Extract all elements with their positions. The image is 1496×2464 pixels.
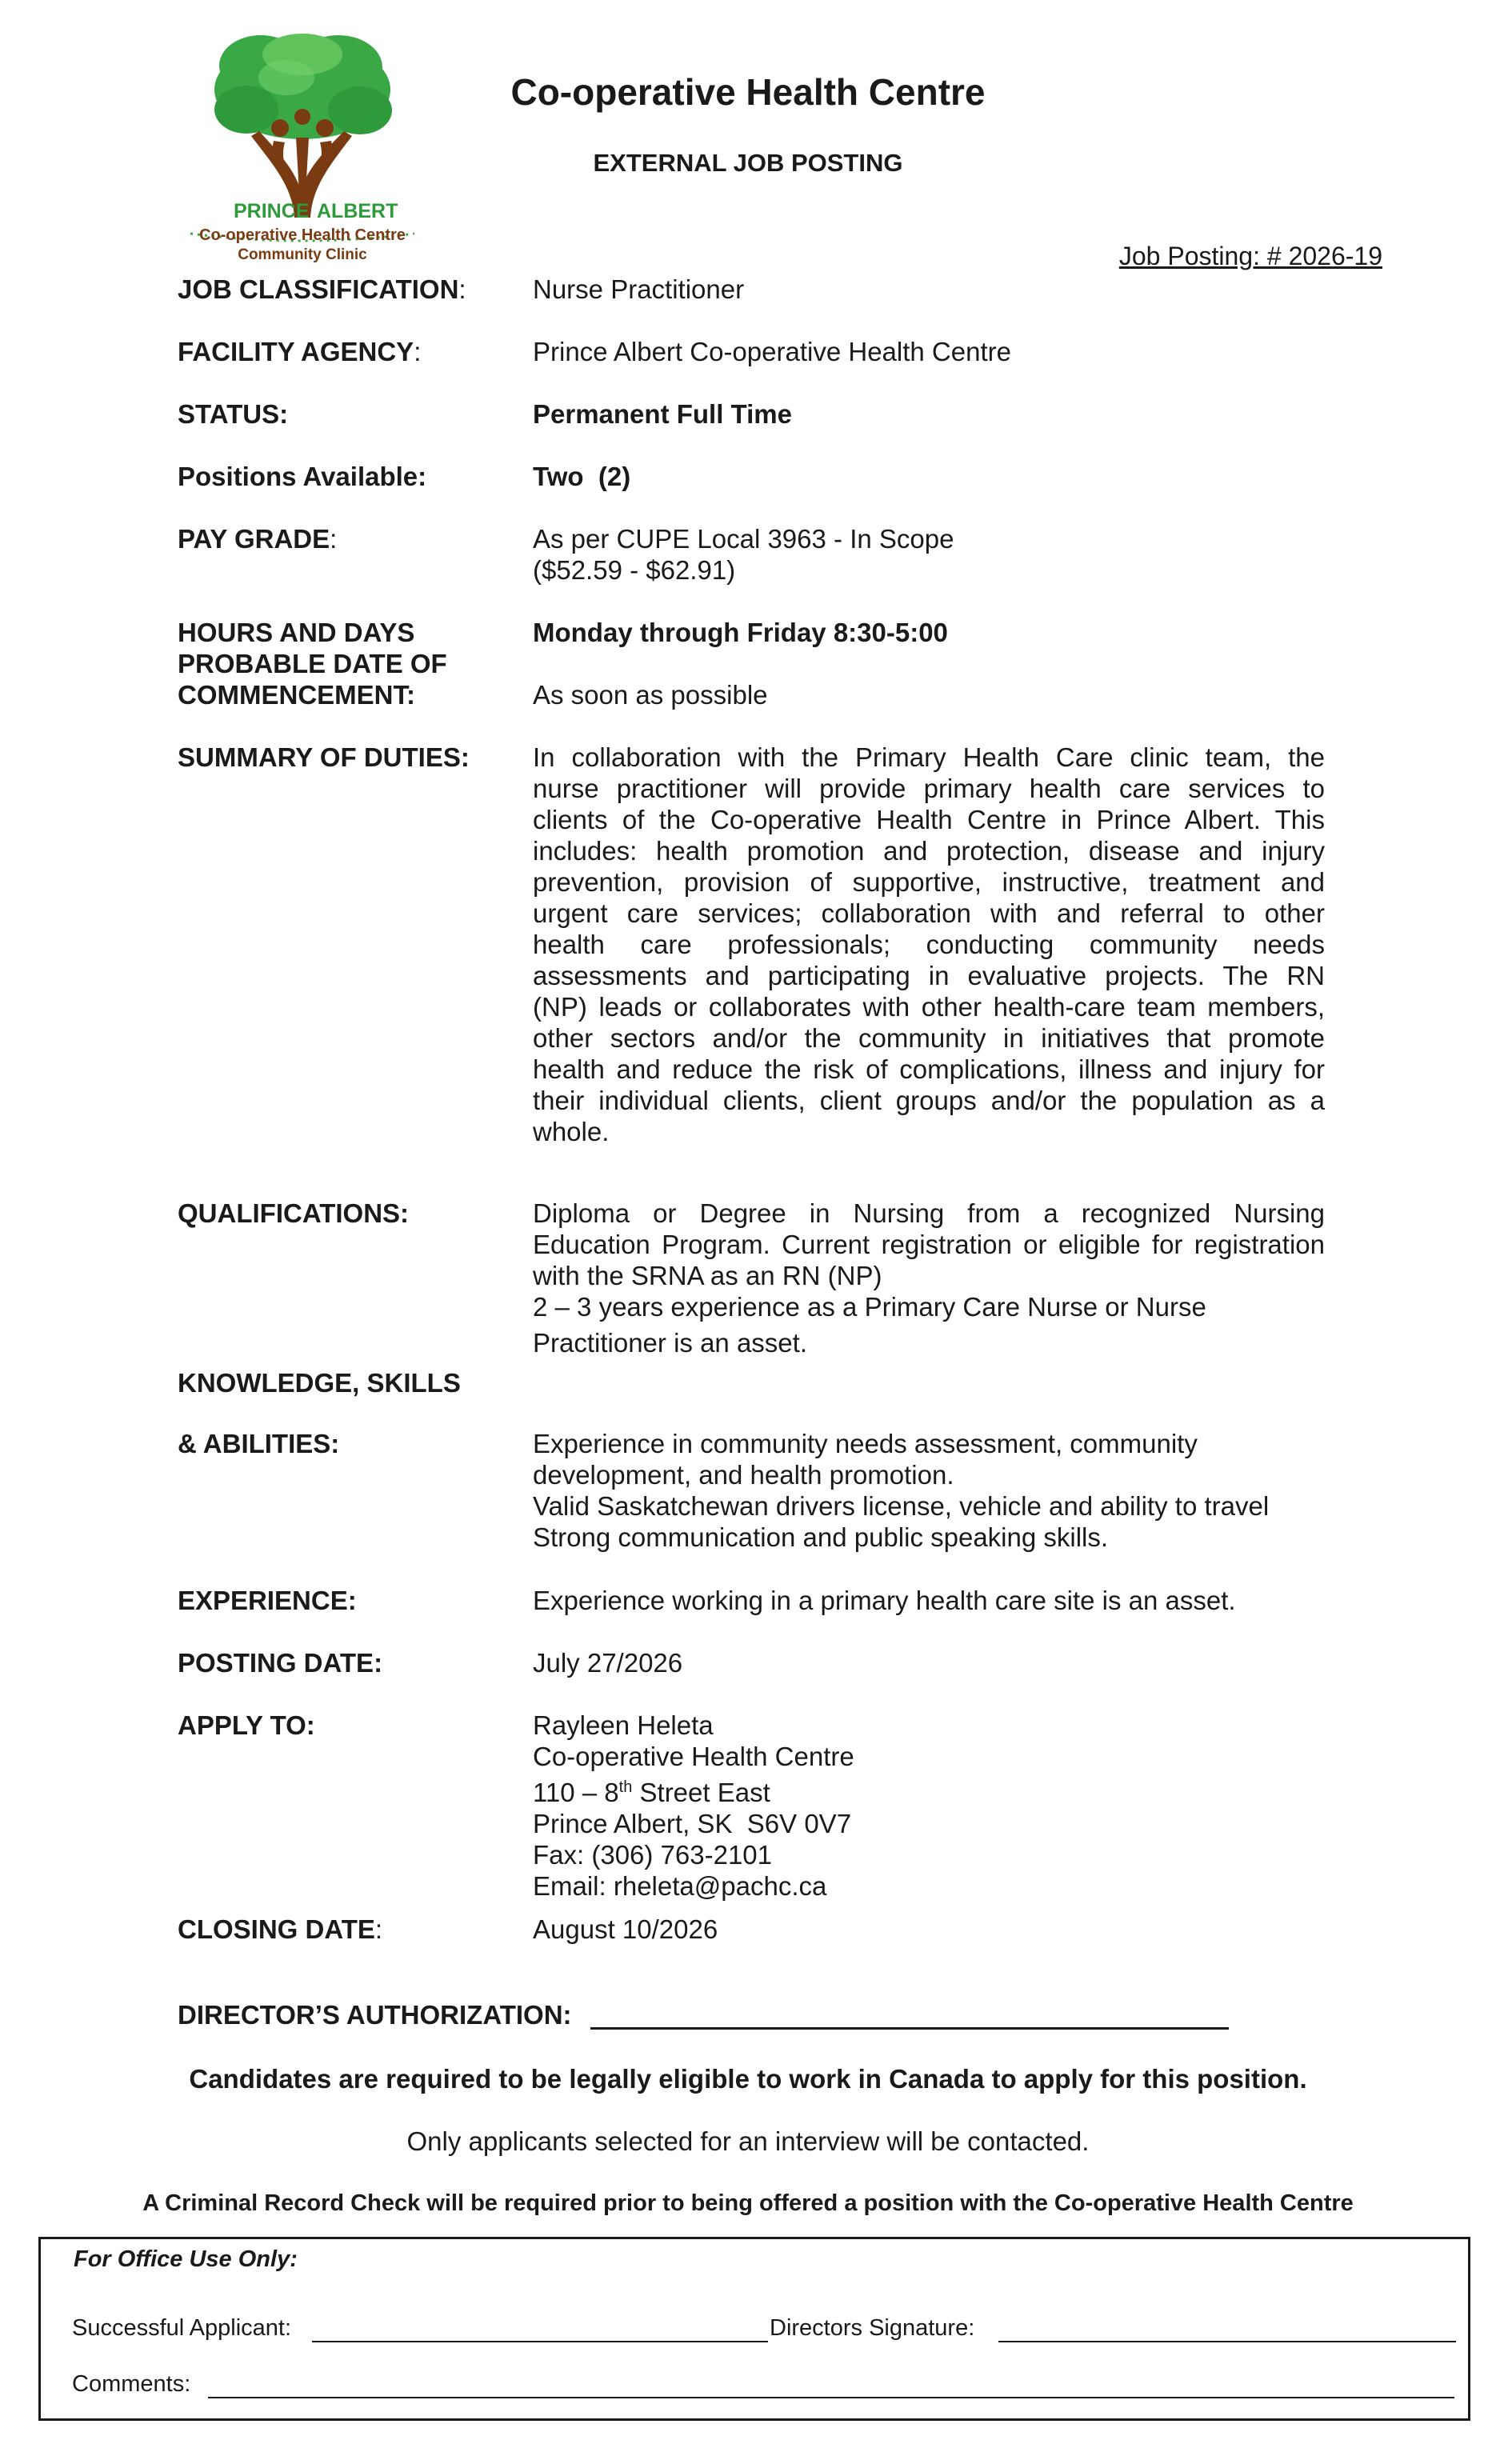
job-posting-number: Job Posting: # 2026-19 — [1118, 242, 1382, 270]
facility-agency-value: Prince Albert Co-operative Health Centre — [533, 337, 1011, 366]
logo-text-albert: ALBERT — [317, 200, 398, 222]
office-use-title: For Office Use Only: — [74, 2246, 298, 2272]
posting-date-label: POSTING DATE: — [178, 1648, 383, 1678]
paragraph-line: includes: health promotion and protection, disease and injury — [533, 836, 1325, 866]
contact-city: Prince Albert, SK S6V 0V7 — [533, 1809, 852, 1838]
hours-value: Monday through Friday 8:30-5:00 — [533, 618, 948, 647]
abilities-label: & ABILITIES: — [178, 1429, 340, 1458]
paragraph-line: other sectors and/or the community in initiatives that promote — [533, 1023, 1325, 1053]
closing-date-label: CLOSING DATE: — [178, 1914, 383, 1944]
directors-signature-label: Directors Signature: — [770, 2315, 975, 2341]
paragraph-line: Education Program. Current registration or eligible for registration — [533, 1230, 1325, 1259]
pay-grade-label: PAY GRADE: — [178, 524, 338, 554]
experience-value: Experience working in a primary health care site is an asset. — [533, 1586, 1236, 1615]
paragraph-line: prevention, provision of supportive, instructive, treatment and — [533, 867, 1325, 897]
comments-label: Comments: — [72, 2371, 191, 2397]
contact-fax: Fax: (306) 763-2101 — [533, 1840, 773, 1870]
contact-org: Co-operative Health Centre — [533, 1742, 854, 1771]
paragraph-line: clients of the Co-operative Health Centre in Prince Albert. This — [533, 805, 1325, 834]
logo-text-prince: PRINCE — [234, 200, 310, 222]
summary-text: In collaboration with the Primary Health Care clinic team, the nurse practitioner will provide primary health care services to clients of the Co-operative Health Centre in Prince Albert. This includes: health promotion and protection, disease and injury prevention, provision of supportive, instructive, treatment and urgent care services; collaboration with and referral to other health care professionals; conducting community needs assessments and participating in evaluative projects. The RN (NP) leads or collaborates with other health-care team members, other sectors and/or the community in initiatives that promote health and reduce the risk of complications, illness and injury for their individual clients, client groups and/or the population as a whole. — [533, 742, 1325, 1146]
director-signature-line[interactable] — [590, 2027, 1229, 2030]
qualifications-text: Diploma or Degree in Nursing from a recognized Nursing Education Program. Current registration or eligible for registration with the SRNA as an RN (NP) 2 – 3 years experience as a Primary Care Nurse or Nurse Practitioner is an asset. — [533, 1198, 1325, 1358]
positions-label: Positions Available: — [178, 462, 427, 491]
contact-name: Rayleen Heleta — [533, 1710, 714, 1740]
status-value: Permanent Full Time — [533, 399, 792, 429]
directors-signature-line[interactable] — [998, 2341, 1456, 2342]
closing-date-value: August 10/2026 — [533, 1914, 718, 1944]
paragraph-line: urgent care services; collaboration with and referral to other — [533, 898, 1325, 928]
paragraph-line: In collaboration with the Primary Health Care clinic team, the — [533, 742, 1325, 772]
logo-text-centre: Co-operative Health Centre — [199, 226, 406, 244]
positions-value: Two (2) — [533, 462, 631, 491]
paragraph-line: assessments and participating in evaluative projects. The RN — [533, 961, 1325, 990]
apply-to-address — [533, 1710, 1325, 1902]
organization-title: Co-operative Health Centre — [510, 71, 986, 113]
facility-agency-label: FACILITY AGENCY: — [178, 337, 422, 366]
job-classification-label: JOB CLASSIFICATION: — [178, 274, 466, 304]
job-classification-value: Nurse Practitioner — [533, 274, 745, 304]
paragraph-line: health and reduce the risk of complications, illness and injury for — [533, 1054, 1325, 1084]
contact-street: 110 – 8th Street East — [533, 1778, 770, 1807]
successful-applicant-line[interactable] — [312, 2341, 768, 2342]
experience-label: EXPERIENCE: — [178, 1586, 357, 1615]
successful-applicant-label: Successful Applicant: — [72, 2315, 292, 2341]
pay-grade-scope: As per CUPE Local 3963 - In Scope — [533, 524, 954, 554]
hours-label: HOURS AND DAYS PROBABLE DATE OF COMMENCEMENT: — [178, 618, 447, 710]
knowledge-text: Experience in community needs assessment, community development, and health promotion. Valid Saskatchewan drivers license, vehicle and ability to travel Strong communication and public speaking skills. — [533, 1429, 1270, 1552]
summary-label: SUMMARY OF DUTIES: — [178, 742, 470, 772]
status-label: STATUS: — [178, 399, 289, 429]
contact-notice: Only applicants selected for an interview will be contacted. — [406, 2126, 1090, 2156]
eligibility-notice: Candidates are required to be legally eligible to work in Canada to apply for this position. — [189, 2064, 1307, 2094]
director-authorization-label: DIRECTOR’S AUTHORIZATION: — [178, 2000, 572, 2030]
logo-text-clinic: Community Clinic — [238, 246, 367, 263]
commencement-value: As soon as possible — [533, 680, 768, 710]
posting-date-value: July 27/2026 — [533, 1648, 683, 1678]
qualifications-label: QUALIFICATIONS: — [178, 1198, 410, 1228]
pay-grade-value — [533, 523, 1325, 586]
paragraph-line: nurse practitioner will provide primary health care services to — [533, 774, 1325, 803]
paragraph-line: health care professionals; conducting community needs — [533, 930, 1325, 959]
contact-email[interactable]: Email: rheleta@pachc.ca — [533, 1871, 827, 1901]
paragraph-line: their individual clients, client groups and/or the population as a — [533, 1086, 1325, 1115]
apply-to-label: APPLY TO: — [178, 1710, 315, 1740]
comments-line[interactable] — [208, 2397, 1454, 2398]
posting-type: EXTERNAL JOB POSTING — [593, 149, 903, 177]
pay-grade-range: ($52.59 - $62.91) — [533, 555, 736, 585]
paragraph-line: (NP) leads or collaborates with other health-care team members, — [533, 992, 1325, 1022]
knowledge-label: KNOWLEDGE, SKILLS — [178, 1368, 461, 1398]
paragraph-line: Diploma or Degree in Nursing from a recognized Nursing — [533, 1198, 1325, 1228]
criminal-record-notice: A Criminal Record Check will be required prior to being offered a position with the Co-operative Health Centre — [142, 2190, 1354, 2216]
